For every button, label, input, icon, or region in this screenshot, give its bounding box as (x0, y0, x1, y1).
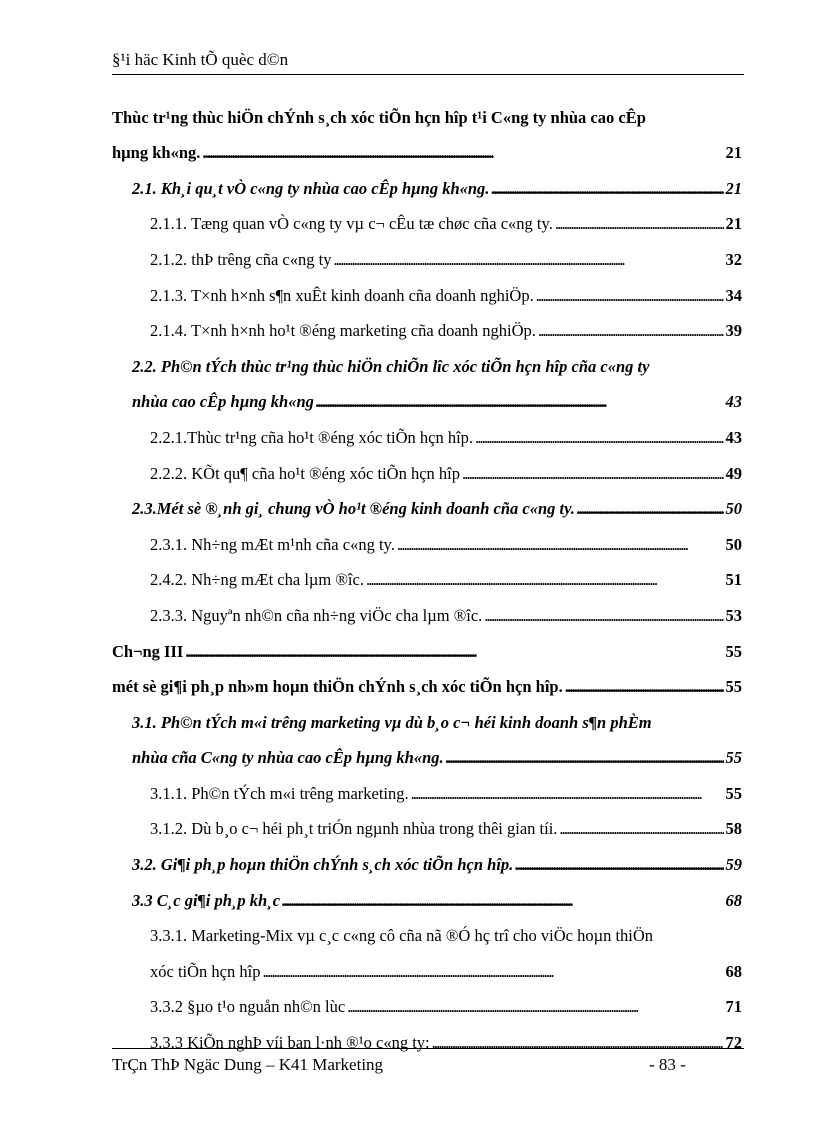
toc-entry-text: 3.3 C¸c gi¶i ph¸p kh¸c (132, 890, 281, 910)
toc-leader-dots (462, 464, 724, 484)
toc-page-number: 21 (725, 178, 742, 198)
toc-entry (112, 737, 742, 773)
footer-author: TrÇn ThÞ Ngäc Dung – K41 Marketing (112, 1055, 384, 1074)
toc-leader-dots (484, 606, 723, 626)
toc-page-number: 51 (725, 570, 742, 590)
toc-page-number: 59 (725, 855, 742, 875)
toc-page-number: 50 (725, 499, 742, 519)
toc-entry-text: Ch¬ng III (112, 641, 184, 661)
toc-entry-text: Thùc tr¹ng thùc hiÖn chÝnh s¸ch xóc tiÕn hçn hîp t¹i C«ng ty nhùa cao cÊp (112, 107, 646, 127)
toc-page-number: 43 (725, 427, 742, 447)
toc-entry-text: 2.2.2. KÕt qu¶ cña ho¹t ®éng xóc tiÕn hçn hîp (150, 463, 460, 483)
toc-entry (112, 167, 742, 203)
toc-entry-text: 2.3.3. Nguyªn nh©n cña nh÷ng viÖc cha lµm ®îc. (150, 605, 483, 625)
toc-entry-text: 3.3.3 KiÕn nghÞ víi ban l·nh ®¹o c«ng ty: (150, 1033, 430, 1053)
toc-entry-text: 3.2. Gi¶i ph¸p hoµn thiÖn chÝnh s¸ch xóc tiÕn hçn hîp. (132, 855, 514, 875)
toc-entry-text: mét sè gi¶i ph¸p nh»m hoµn thiÖn chÝnh s¸ch xóc tiÕn hçn hîp. (112, 677, 563, 697)
toc-page-number: 39 (725, 321, 742, 341)
toc-leader-dots (282, 891, 723, 911)
toc-page-number: 21 (725, 214, 742, 234)
toc-leader-dots (347, 997, 723, 1017)
toc-leader-dots (515, 855, 723, 875)
toc-entry-text: 3.3.2 §µo t¹o nguån nh©n lùc (150, 997, 346, 1017)
toc-page-number: 58 (725, 819, 742, 839)
toc-leader-dots (559, 819, 723, 839)
toc-entry-text: nhùa cña C«ng ty nhùa cao cÊp hµng kh«ng. (132, 748, 444, 768)
toc-page-number: 49 (725, 463, 742, 483)
toc-entry-text: nhùa cao cÊp hµng kh«ng (132, 392, 314, 412)
toc-page-number: 55 (725, 641, 742, 661)
toc-entry (112, 594, 742, 630)
toc-page-number: 71 (725, 997, 742, 1017)
toc-page-number: 21 (725, 143, 742, 163)
toc-entry (112, 950, 742, 986)
toc-entry (112, 559, 742, 595)
toc-entry-text: 2.2. Ph©n tÝch thùc tr¹ng thùc hiÖn chiÕn lîc xóc tiÕn hçn hîp cña c«ng ty (132, 356, 650, 376)
toc-leader-dots (538, 321, 724, 341)
toc-entry-text: hµng kh«ng. (112, 143, 201, 163)
toc-entry (112, 701, 742, 737)
toc-leader-dots (411, 784, 724, 804)
header-title: §¹i häc Kinh tÕ quèc d©n (112, 50, 289, 69)
toc-entry-text: 2.3.Mét sè ®¸nh gi¸ chung vÒ ho¹t ®éng kinh doanh cña c«ng ty. (132, 499, 575, 519)
toc-entry (112, 381, 742, 417)
toc-entry (112, 915, 742, 951)
toc-page-number: 32 (725, 249, 742, 269)
toc-entry (112, 238, 742, 274)
page-footer (112, 1048, 744, 1077)
toc-leader-dots (555, 214, 724, 234)
toc-entry (112, 132, 742, 168)
toc-entry (112, 203, 742, 239)
toc-entry (112, 843, 742, 879)
toc-entry-text: xóc tiÕn hçn hîp (150, 961, 261, 981)
toc-entry (112, 345, 742, 381)
toc-entry-text: 3.1.2. Dù b¸o c¬ héi ph¸t triÓn ngµnh nhùa trong thêi gian tíi. (150, 819, 558, 839)
toc-page-number: 68 (725, 961, 742, 981)
toc-entry (112, 523, 742, 559)
toc-entry (112, 274, 742, 310)
toc-entry (112, 879, 742, 915)
toc-leader-dots (565, 677, 724, 697)
toc-leader-dots (366, 570, 724, 590)
toc-entry-text: 2.1.1. Tæng quan vÒ c«ng ty vµ c¬ cÊu tæ chøc cña c«ng ty. (150, 214, 553, 234)
toc-entry-text: 3.1.1. Ph©n tÝch m«i trêng marketing. (150, 783, 409, 803)
toc-entry-text: 3.3.1. Marketing-Mix vµ c¸c c«ng cô cña nã ®Ó hç trî cho viÖc hoµn thiÖn (150, 926, 654, 946)
toc-entry (112, 808, 742, 844)
toc-entry-text: 3.1. Ph©n tÝch m«i trêng marketing vµ dù b¸o c¬ héi kinh doanh s¶n phÈm (132, 712, 652, 732)
toc-leader-dots (333, 250, 723, 270)
toc-page-number: 68 (725, 890, 742, 910)
toc-entry-text: 2.1.2. thÞ trêng cña c«ng ty (150, 249, 332, 269)
toc-entry (112, 96, 742, 132)
toc-entry (112, 986, 742, 1022)
toc-leader-dots (536, 286, 724, 306)
toc-entry-text: 2.2.1.Thùc tr¹ng cña ho¹t ®éng xóc tiÕn hçn hîp. (150, 427, 474, 447)
toc-leader-dots (491, 179, 723, 199)
toc-entry-text: 2.1. Kh¸i qu¸t vÒ c«ng ty nhùa cao cÊp hµng kh«ng. (132, 178, 490, 198)
toc-leader-dots (316, 392, 724, 412)
toc-leader-dots (475, 428, 723, 448)
toc-entry (112, 416, 742, 452)
toc-entry-text: 2.1.4. T×nh h×nh ho¹t ®éng marketing cña doanh nghiÖp. (150, 321, 536, 341)
toc-page-number: 50 (725, 534, 742, 554)
toc-entry-text: 2.4.2. Nh÷ng mÆt cha lµm ®îc. (150, 570, 364, 590)
toc-page-number: 43 (725, 392, 742, 412)
toc-page-number: 53 (725, 605, 742, 625)
toc-page-number: 55 (725, 748, 742, 768)
toc-leader-dots (202, 143, 723, 163)
page-header (112, 50, 744, 75)
toc-leader-dots (397, 535, 724, 555)
toc-entry-text: 2.3.1. Nh÷ng mÆt m¹nh cña c«ng ty. (150, 534, 395, 554)
toc-page-number: 55 (725, 783, 742, 803)
footer-page-number: - 83 - (649, 1055, 686, 1074)
toc-entry (112, 772, 742, 808)
toc-entry (112, 452, 742, 488)
toc-page-number: 72 (725, 1033, 742, 1053)
toc-entry (112, 488, 742, 524)
toc-leader-dots (446, 748, 724, 768)
table-of-contents (112, 96, 742, 1057)
toc-page-number: 55 (725, 677, 742, 697)
toc-leader-dots (185, 642, 723, 662)
toc-leader-dots (577, 499, 724, 519)
toc-entry-text: 2.1.3. T×nh h×nh s¶n xuÊt kinh doanh cña doanh nghiÖp. (150, 285, 534, 305)
toc-leader-dots (262, 962, 723, 982)
toc-entry (112, 630, 742, 666)
toc-entry (112, 666, 742, 702)
toc-entry (112, 310, 742, 346)
toc-page-number: 34 (725, 285, 742, 305)
